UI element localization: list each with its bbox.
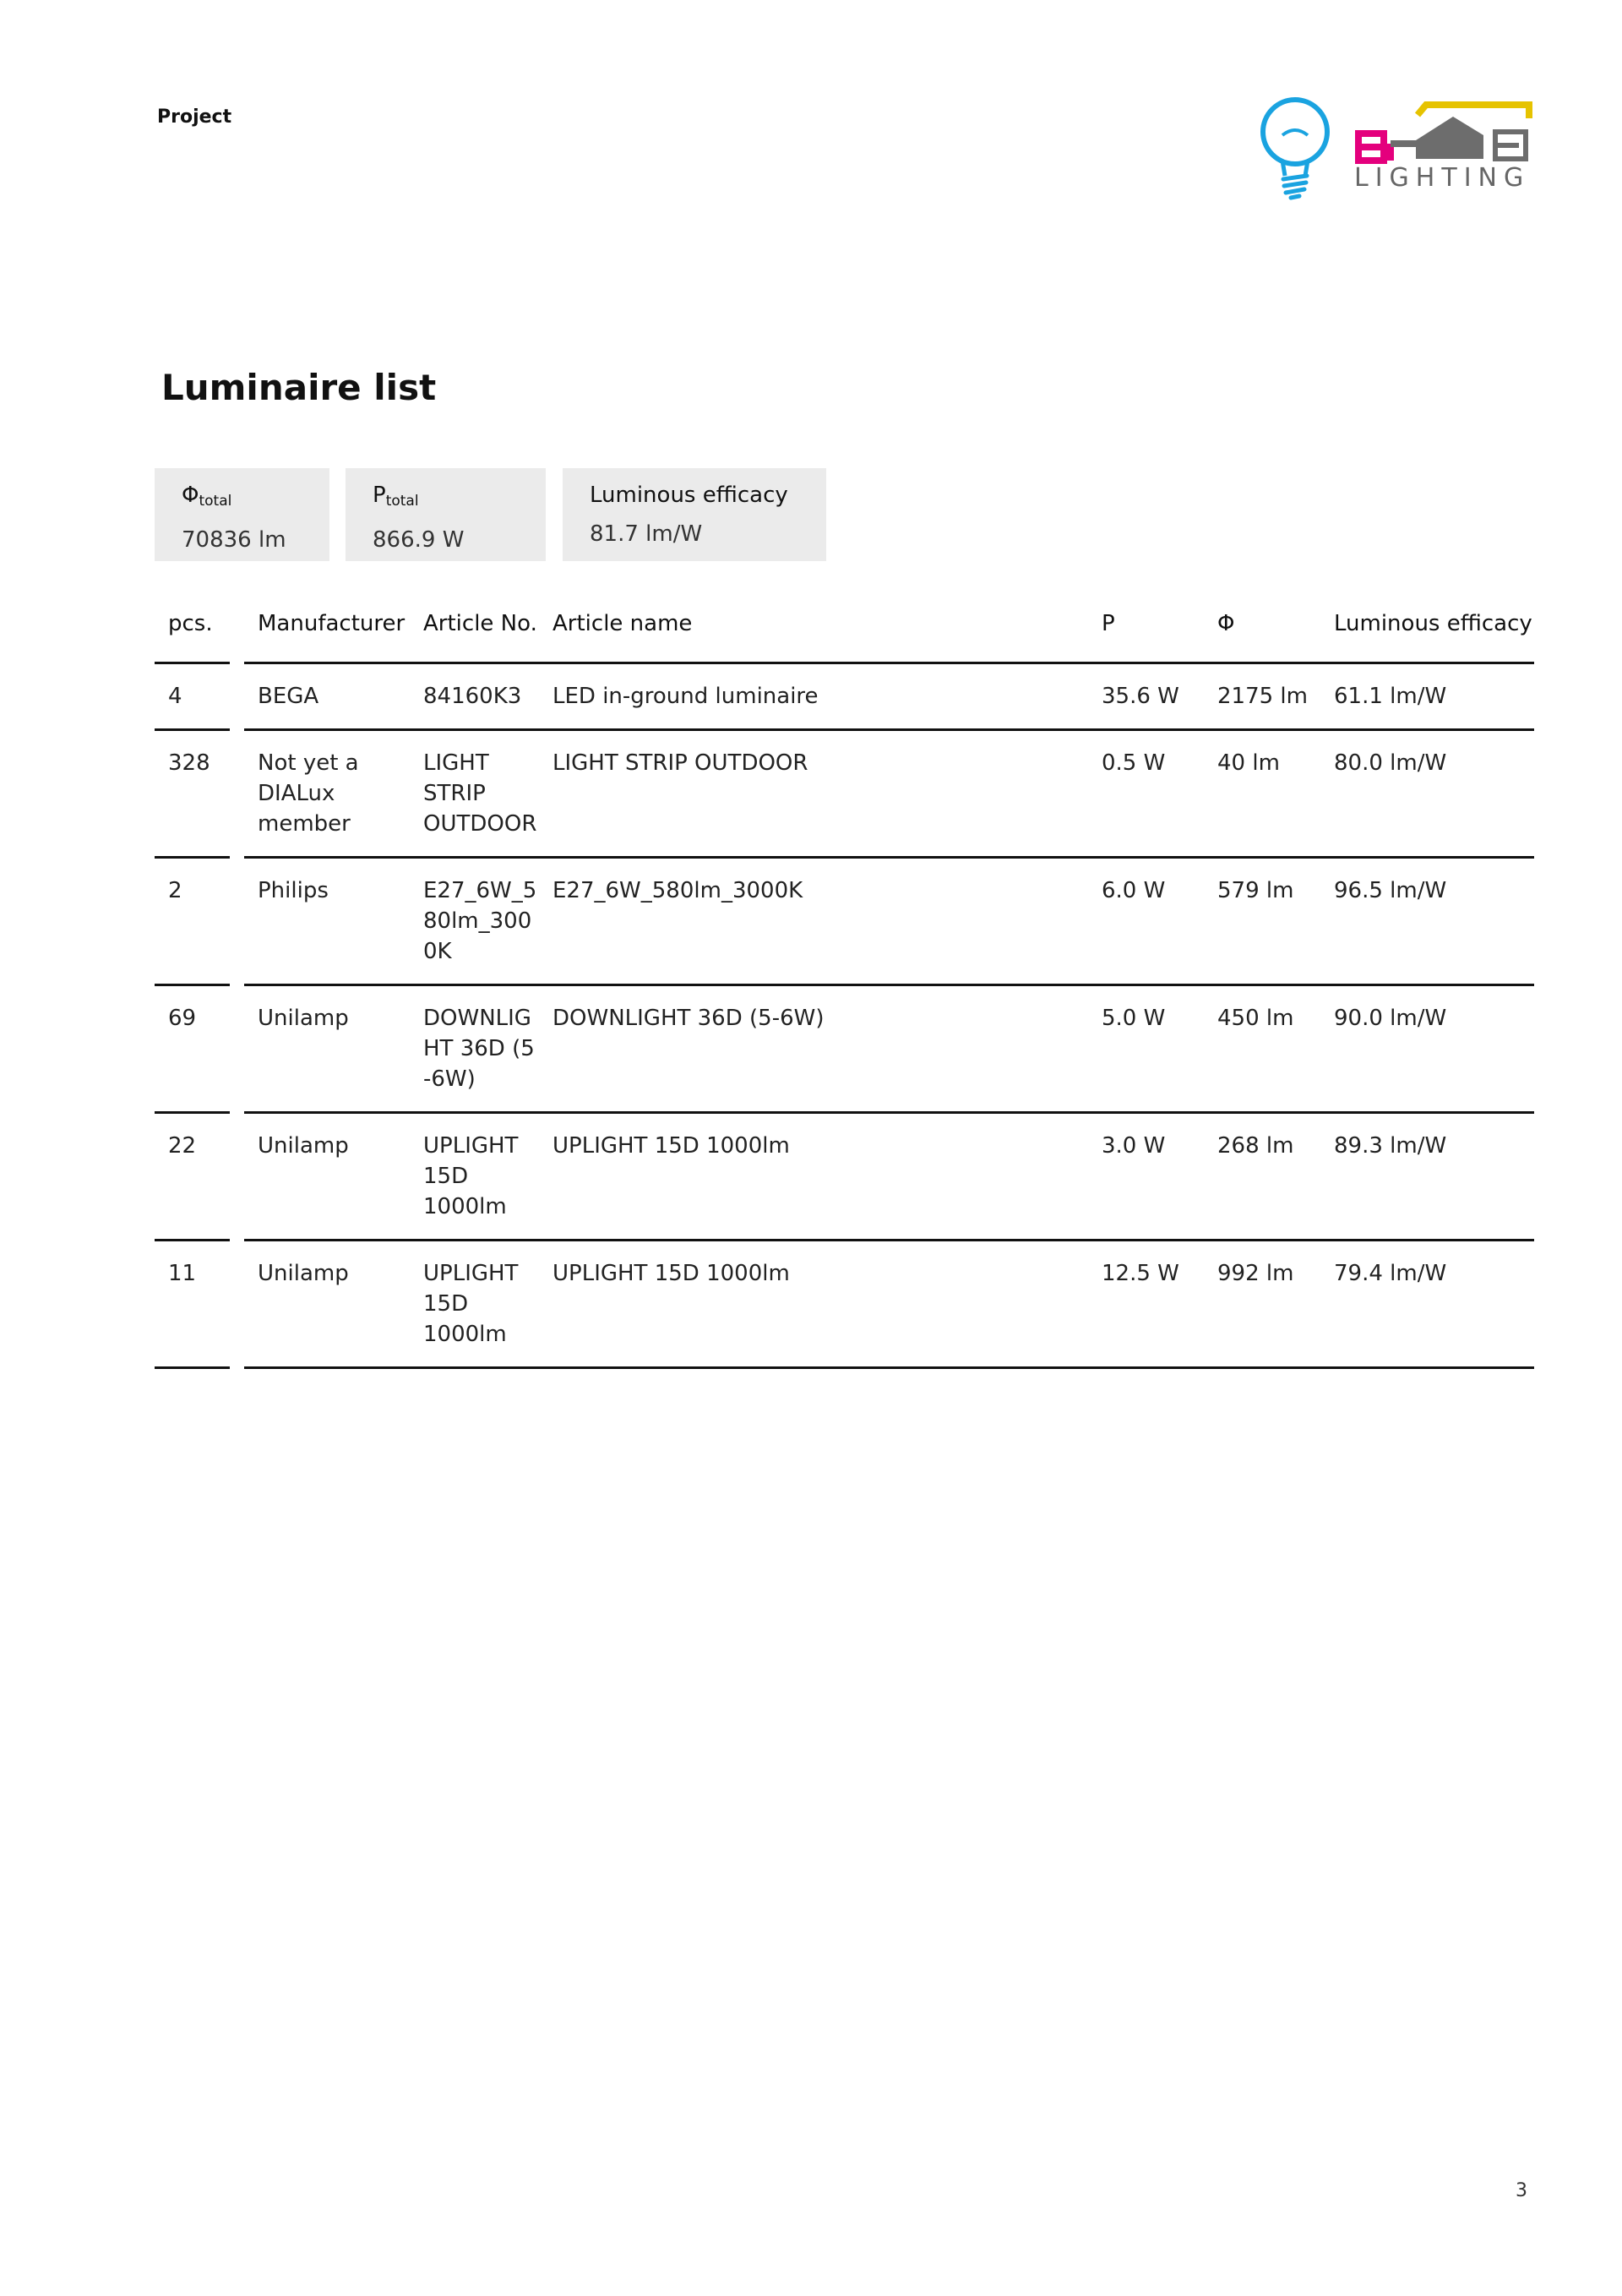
total-power-label: $P_{total}$ [373, 483, 419, 510]
header-power: P [1102, 611, 1115, 636]
cell-flux: 268 lm [1217, 1133, 1294, 1159]
table-row [155, 663, 1534, 729]
page-number: 3 [1516, 2180, 1527, 2201]
table-row [155, 984, 1534, 1112]
row-divider [244, 1366, 1534, 1369]
cell-article-no: E27_6W_580lm_3000K [423, 878, 537, 964]
table-row [155, 1112, 1534, 1240]
cell-flux: 450 lm [1217, 1006, 1294, 1031]
cell-power: 0.5 W [1102, 750, 1166, 776]
total-power-value: 866.9 W [373, 527, 465, 553]
cell-power: 12.5 W [1102, 1261, 1179, 1286]
header-manufacturer: Manufacturer [258, 611, 406, 636]
cell-article-name: DOWNLIGHT 36D (5-6W) [552, 1006, 825, 1031]
table-row [155, 857, 1534, 984]
cell-luminous-efficacy: 90.0 lm/W [1334, 1006, 1447, 1031]
cell-flux: 992 lm [1217, 1261, 1294, 1286]
cell-power: 6.0 W [1102, 878, 1166, 903]
table-row [155, 729, 1534, 857]
page-title: Luminaire list [161, 367, 437, 408]
total-flux-label: $\Phi_{total}$ [182, 483, 232, 510]
cell-article-no: LIGHT STRIP OUTDOOR [423, 750, 537, 837]
cell-article-name: UPLIGHT 15D 1000lm [552, 1261, 790, 1286]
cell-article-no: UPLIGHT 15D 1000lm [423, 1261, 519, 1347]
cell-article-name: E27_6W_580lm_3000K [552, 878, 803, 903]
cell-flux: 2175 lm [1217, 684, 1308, 709]
cell-article-no: DOWNLIGHT 36D (5-6W) [423, 1006, 535, 1092]
summary-luminous-efficacy [563, 468, 826, 561]
header-flux: Φ [1217, 611, 1235, 636]
cell-manufacturer: BEGA [258, 684, 319, 709]
header-pcs: pcs. [168, 611, 213, 636]
cell-power: 5.0 W [1102, 1006, 1166, 1031]
row-divider [155, 1366, 230, 1369]
cell-pcs: 69 [168, 1006, 197, 1031]
summary-total-power [346, 468, 546, 561]
cell-manufacturer: Unilamp [258, 1261, 349, 1286]
cell-flux: 40 lm [1217, 750, 1280, 776]
project-label: Project [157, 106, 232, 128]
cell-luminous-efficacy: 89.3 lm/W [1334, 1133, 1447, 1159]
cell-luminous-efficacy: 96.5 lm/W [1334, 878, 1447, 903]
cell-pcs: 22 [168, 1133, 197, 1159]
cell-article-no: 84160K3 [423, 684, 522, 709]
cell-article-name: LED in-ground luminaire [552, 684, 819, 709]
header-article-name: Article name [552, 611, 693, 636]
cell-pcs: 4 [168, 684, 182, 709]
cell-manufacturer: Not yet a DIALux member [258, 750, 359, 837]
cell-luminous-efficacy: 61.1 lm/W [1334, 684, 1447, 709]
luminous-efficacy-label: Luminous efficacy [590, 483, 788, 508]
cell-luminous-efficacy: 79.4 lm/W [1334, 1261, 1447, 1286]
cell-article-name: UPLIGHT 15D 1000lm [552, 1133, 790, 1159]
cell-pcs: 328 [168, 750, 210, 776]
cell-power: 3.0 W [1102, 1133, 1166, 1159]
cell-pcs: 11 [168, 1261, 197, 1286]
logo-text: LIGHTING [1354, 163, 1531, 193]
company-logo [1257, 91, 1532, 205]
table-row [155, 1240, 1534, 1367]
cell-pcs: 2 [168, 878, 182, 903]
luminaire-table [155, 600, 1534, 1367]
cell-luminous-efficacy: 80.0 lm/W [1334, 750, 1447, 776]
luminous-efficacy-value: 81.7 lm/W [590, 521, 703, 547]
cell-power: 35.6 W [1102, 684, 1179, 709]
header-luminous-efficacy: Luminous efficacy [1334, 611, 1532, 636]
summary-total-flux [155, 468, 329, 561]
cell-article-name: LIGHT STRIP OUTDOOR [552, 750, 808, 776]
cell-article-no: UPLIGHT 15D 1000lm [423, 1133, 519, 1219]
cell-flux: 579 lm [1217, 878, 1294, 903]
cell-manufacturer: Unilamp [258, 1006, 349, 1031]
header-article-no: Article No. [423, 611, 537, 636]
cell-manufacturer: Unilamp [258, 1133, 349, 1159]
table-header [155, 600, 1534, 663]
cell-manufacturer: Philips [258, 878, 329, 903]
total-flux-value: 70836 lm [182, 527, 286, 553]
